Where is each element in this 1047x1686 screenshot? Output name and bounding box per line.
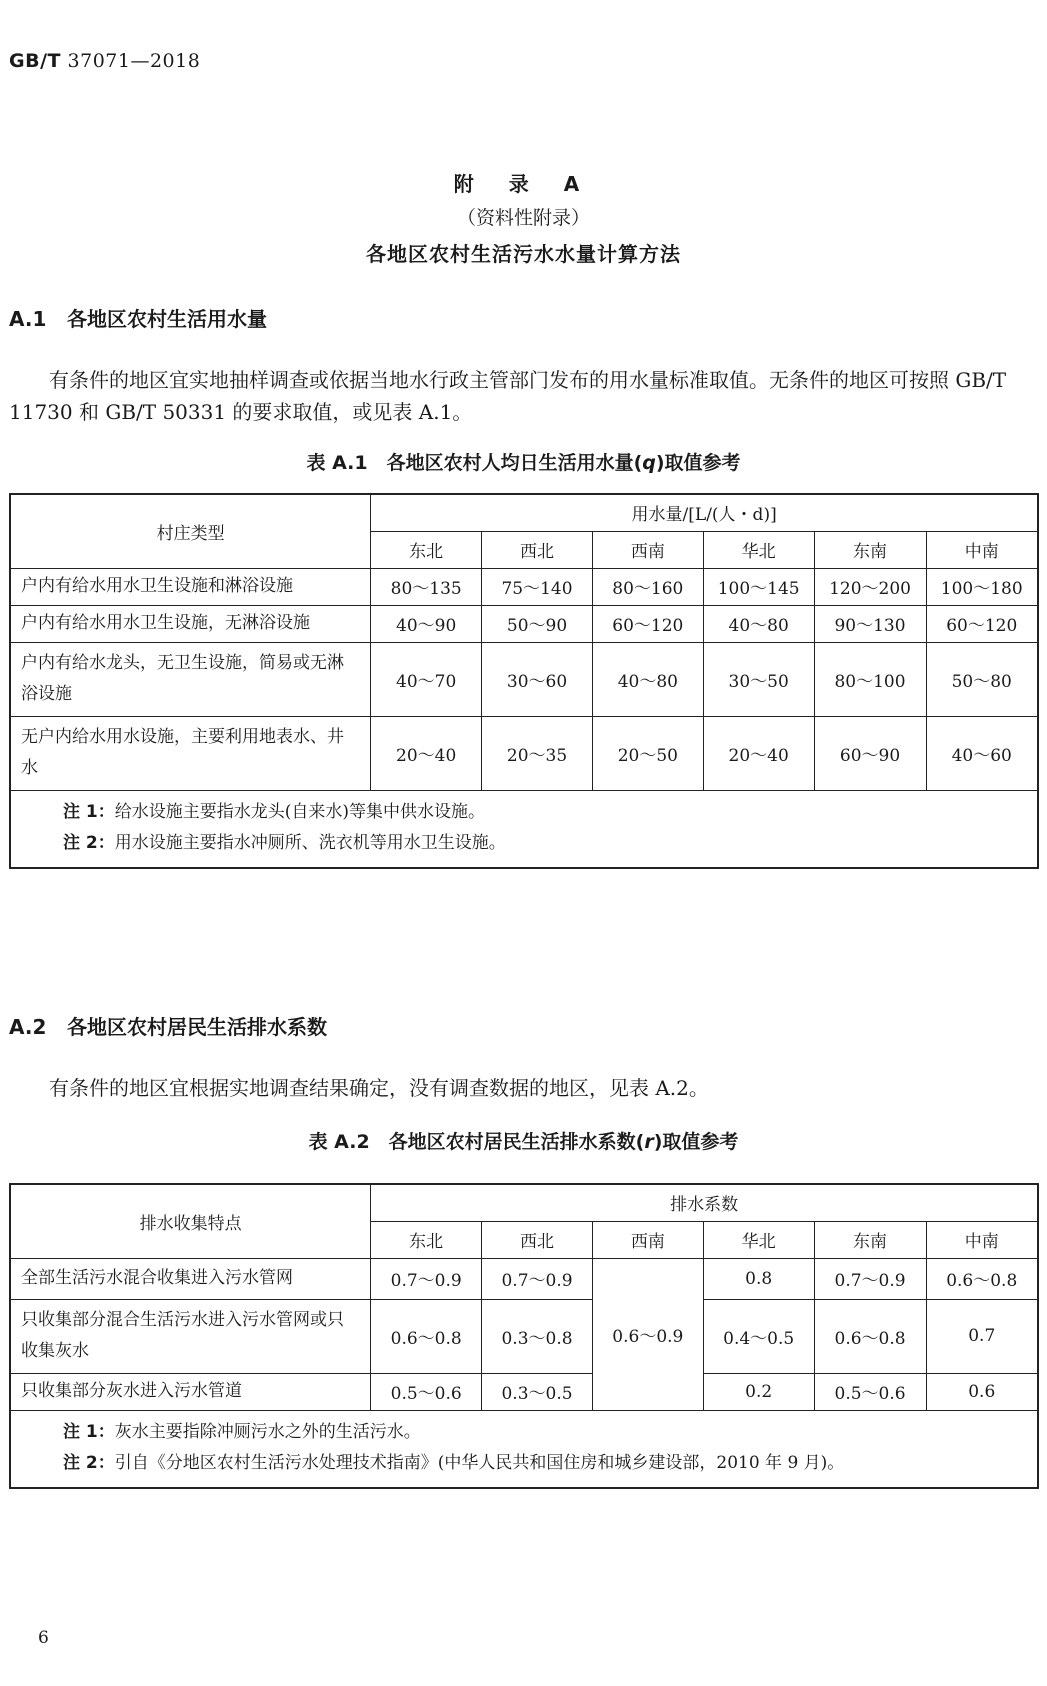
appendix-subtitle: （资料性附录）	[456, 207, 590, 229]
value-cell: 20～40	[371, 716, 482, 790]
value-cell: 80～135	[371, 568, 482, 605]
value-cell: 0.5～0.6	[371, 1373, 482, 1410]
note-text: 引自《分地区农村生活污水处理技术指南》(中华人民共和国住房和城乡建设部，2010 年 9 月)。	[114, 1452, 845, 1473]
value-cell: 0.6～0.8	[371, 1299, 482, 1373]
collection-type: 全部生活污水混合收集进入污水管网	[10, 1258, 371, 1299]
table-notes-row	[10, 790, 1038, 868]
note-text: 给水设施主要指水龙头(自来水)等集中供水设施。	[114, 801, 486, 822]
table-a2	[9, 1183, 1039, 1489]
region-header: 西北	[482, 531, 593, 568]
value-cell: 40～70	[371, 642, 482, 716]
value-cell: 50～80	[926, 642, 1038, 716]
table-a1-caption	[0, 448, 1047, 475]
region-header: 华北	[703, 1221, 814, 1258]
collection-type: 只收集部分灰水进入污水管道	[10, 1373, 371, 1410]
caption-text: )取值参考	[653, 1131, 739, 1153]
value-cell: 0.3～0.5	[482, 1373, 593, 1410]
value-cell: 40～60	[926, 716, 1038, 790]
table-row	[10, 716, 1038, 790]
village-type: 无户内给水用水设施，主要利用地表水、井水	[10, 716, 371, 790]
row-header: 排水收集特点	[10, 1184, 371, 1258]
value-cell: 0.7～0.9	[371, 1258, 482, 1299]
note	[63, 797, 1037, 828]
caption-text: 表 A.2 各地区农村居民生活排水系数(	[308, 1131, 645, 1153]
caption-text: )取值参考	[655, 452, 741, 474]
note-text: 用水设施主要指水冲厕所、洗衣机等用水卫生设施。	[114, 832, 506, 853]
value-cell: 120～200	[814, 568, 926, 605]
table-notes	[10, 790, 1038, 868]
value-cell: 40～90	[371, 605, 482, 642]
value-cell-merged: 0.6～0.9	[592, 1258, 703, 1410]
value-cell: 0.7～0.9	[814, 1258, 926, 1299]
table-a1	[9, 493, 1039, 869]
appendix-title: 附 录 A	[453, 172, 594, 196]
value-cell: 100～145	[703, 568, 814, 605]
value-cell: 0.6～0.8	[926, 1258, 1038, 1299]
value-cell: 100～180	[926, 568, 1038, 605]
value-cell: 60～120	[592, 605, 703, 642]
table-row	[10, 568, 1038, 605]
value-cell: 0.6	[926, 1373, 1038, 1410]
region-header: 华北	[703, 531, 814, 568]
region-header: 东南	[814, 1221, 926, 1258]
table-row	[10, 1299, 1038, 1373]
region-header: 西南	[592, 1221, 703, 1258]
value-cell: 30～50	[703, 642, 814, 716]
caption-variable: r	[644, 1131, 654, 1153]
table-notes	[10, 1410, 1038, 1488]
caption-variable: q	[642, 452, 656, 474]
page-number: 6	[38, 1628, 49, 1648]
value-cell: 60～120	[926, 605, 1038, 642]
value-cell: 90～130	[814, 605, 926, 642]
note-label: 注 1：	[63, 1421, 115, 1442]
value-cell: 60～90	[814, 716, 926, 790]
value-cell: 20～50	[592, 716, 703, 790]
note-text: 灰水主要指除冲厕污水之外的生活污水。	[114, 1421, 421, 1442]
section-a1-heading	[9, 303, 267, 332]
value-cell: 40～80	[703, 605, 814, 642]
region-header: 西南	[592, 531, 703, 568]
value-cell: 0.5～0.6	[814, 1373, 926, 1410]
section-title: 各地区农村居民生活排水系数	[67, 1015, 327, 1039]
doc-code-prefix: GB/T	[9, 50, 61, 72]
table-row	[10, 605, 1038, 642]
table-a2-caption	[0, 1127, 1047, 1154]
doc-code-suffix: 37071—2018	[67, 50, 201, 72]
note	[63, 1417, 1037, 1448]
section-a2-heading	[9, 1011, 327, 1040]
table-row	[10, 1373, 1038, 1410]
region-header: 西北	[482, 1221, 593, 1258]
group-header: 排水系数	[371, 1184, 1038, 1221]
section-number: A.1	[9, 307, 47, 331]
note-label: 注 2：	[63, 1452, 115, 1473]
note-label: 注 2：	[63, 832, 115, 853]
row-header: 村庄类型	[10, 494, 371, 568]
note-label: 注 1：	[63, 801, 115, 822]
value-cell: 80～100	[814, 642, 926, 716]
appendix-name: 各地区农村生活污水水量计算方法	[366, 242, 681, 266]
village-type: 户内有给水用水卫生设施，无淋浴设施	[10, 605, 371, 642]
table-row	[10, 1258, 1038, 1299]
note	[63, 828, 1037, 859]
table-row	[10, 642, 1038, 716]
value-cell: 20～40	[703, 716, 814, 790]
region-header: 中南	[926, 531, 1038, 568]
value-cell: 40～80	[592, 642, 703, 716]
note	[63, 1448, 1037, 1479]
section-a1-paragraph: 有条件的地区宜实地抽样调查或依据当地水行政主管部门发布的用水量标准取值。无条件的地区可按照 GB/T 11730 和 GB/T 50331 的要求取值，或见表 A.1。	[9, 368, 1007, 424]
table-notes-row	[10, 1410, 1038, 1488]
value-cell: 0.8	[703, 1258, 814, 1299]
region-header: 东北	[371, 531, 482, 568]
value-cell: 75～140	[482, 568, 593, 605]
value-cell: 0.4～0.5	[703, 1299, 814, 1373]
region-header: 东南	[814, 531, 926, 568]
value-cell: 0.7～0.9	[482, 1258, 593, 1299]
village-type: 户内有给水龙头，无卫生设施，简易或无淋浴设施	[10, 642, 371, 716]
value-cell: 30～60	[482, 642, 593, 716]
village-type: 户内有给水用水卫生设施和淋浴设施	[10, 568, 371, 605]
value-cell: 50～90	[482, 605, 593, 642]
value-cell: 20～35	[482, 716, 593, 790]
value-cell: 0.7	[926, 1299, 1038, 1373]
region-header: 中南	[926, 1221, 1038, 1258]
value-cell: 0.6～0.8	[814, 1299, 926, 1373]
collection-type: 只收集部分混合生活污水进入污水管网或只收集灰水	[10, 1299, 371, 1373]
region-header: 东北	[371, 1221, 482, 1258]
section-a2-paragraph: 有条件的地区宜根据实地调查结果确定，没有调查数据的地区，见表 A.2。	[49, 1076, 709, 1100]
caption-text: 表 A.1 各地区农村人均日生活用水量(	[306, 452, 643, 474]
section-title: 各地区农村生活用水量	[67, 307, 267, 331]
value-cell: 0.3～0.8	[482, 1299, 593, 1373]
document-code	[9, 50, 200, 72]
value-cell: 0.2	[703, 1373, 814, 1410]
section-number: A.2	[9, 1015, 47, 1039]
value-cell: 80～160	[592, 568, 703, 605]
group-header: 用水量/[L/(人・d)]	[371, 494, 1038, 531]
